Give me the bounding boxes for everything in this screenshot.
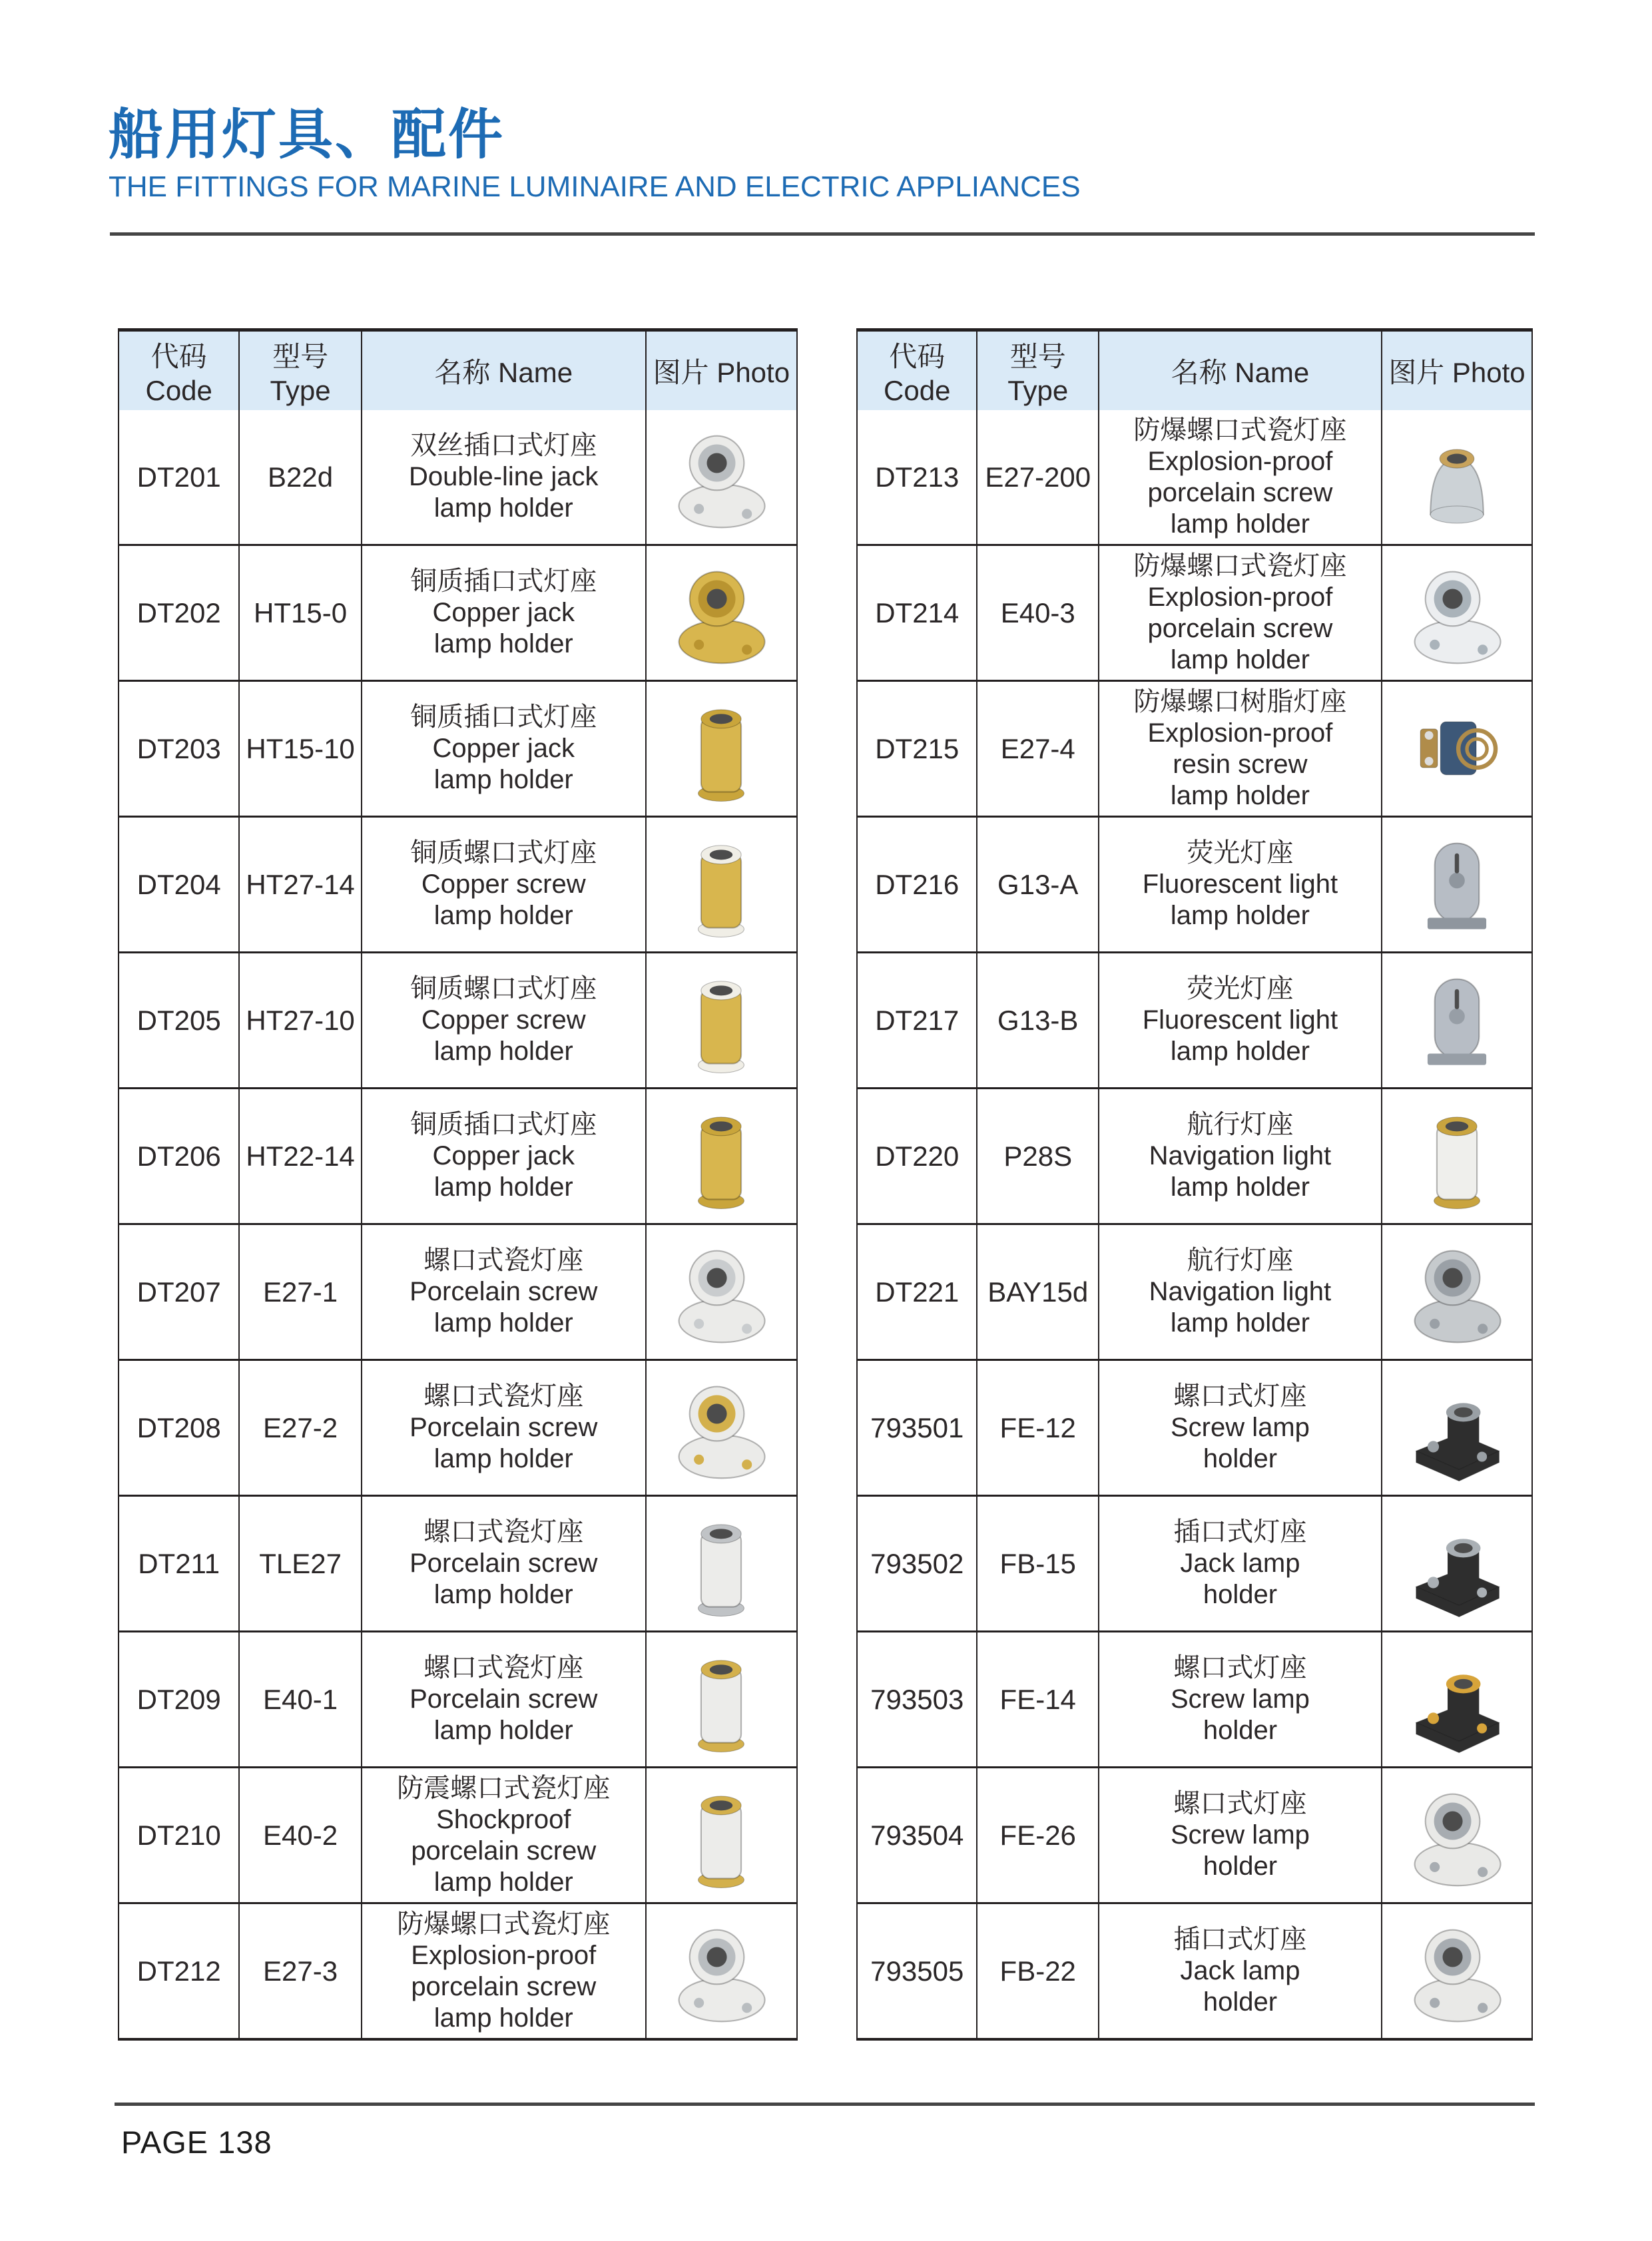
page-header (109, 107, 1081, 202)
table-header-row (119, 330, 797, 411)
product-photo (667, 556, 775, 670)
catalog-row (857, 545, 1532, 681)
code-cell: DT206 (119, 1089, 239, 1224)
name-chinese: 铜质螺口式灯座 (410, 974, 597, 1003)
name-english-line: lamp holder (1170, 1308, 1310, 1338)
photo-cell (1382, 1903, 1532, 2040)
code-cell: DT213 (857, 410, 977, 545)
name-english-line: Explosion-proof (1147, 582, 1333, 612)
code-cell: DT216 (857, 817, 977, 953)
column-header-photo: 图片 Photo (1382, 330, 1532, 411)
name-english-line: Copper jack (432, 598, 575, 627)
name-english-line: lamp holder (433, 2003, 573, 2033)
name-english-line: Copper jack (432, 734, 575, 763)
name-chinese: 螺口式灯座 (1173, 1789, 1307, 1818)
name-english-line: holder (1203, 1580, 1278, 1609)
name-english-line: lamp holder (433, 1172, 573, 1202)
type-cell: G13-B (977, 953, 1099, 1089)
photo-cell (1382, 1632, 1532, 1768)
catalog-row (857, 410, 1532, 545)
name-cell (362, 681, 646, 817)
name-english-line: Shockproof (436, 1804, 571, 1834)
column-header-type: 型号 Type (977, 330, 1099, 411)
name-cell (362, 1360, 646, 1496)
photo-cell (646, 1632, 797, 1768)
photo-cell (1382, 1768, 1532, 1903)
name-english-line: lamp holder (433, 901, 573, 930)
code-cell: DT217 (857, 953, 977, 1089)
name-english-line: Explosion-proof (1147, 718, 1333, 748)
type-cell: TLE27 (239, 1496, 361, 1632)
type-cell: HT27-14 (239, 817, 361, 953)
code-cell: 793503 (857, 1632, 977, 1768)
name-cell (1099, 953, 1382, 1089)
name-english-line: Screw lamp (1170, 1820, 1310, 1850)
name-english-line: lamp holder (433, 1308, 573, 1338)
photo-cell (646, 1496, 797, 1632)
catalog-row (857, 1360, 1532, 1496)
photo-cell (646, 1903, 797, 2040)
column-header-name: 名称 Name (1099, 330, 1382, 411)
name-cell (362, 545, 646, 681)
code-cell: DT208 (119, 1360, 239, 1496)
photo-cell (646, 953, 797, 1089)
table-header-row (857, 330, 1532, 411)
type-cell: FB-22 (977, 1903, 1099, 2040)
photo-cell (646, 681, 797, 817)
name-english-line: Porcelain screw (410, 1549, 598, 1578)
name-cell (362, 817, 646, 953)
name-chinese: 螺口式瓷灯座 (423, 1246, 584, 1275)
catalog-row (857, 1224, 1532, 1360)
name-english-line: Double-line jack (408, 462, 599, 491)
name-english-line: Copper jack (432, 1141, 575, 1170)
code-cell: DT203 (119, 681, 239, 817)
catalog-row (119, 410, 797, 545)
product-photo (667, 1642, 775, 1757)
photo-cell (646, 1360, 797, 1496)
product-photo (667, 1507, 775, 1621)
photo-cell (1382, 410, 1532, 545)
catalog-row (119, 681, 797, 817)
product-photo (1403, 1507, 1511, 1621)
catalog-row (119, 1496, 797, 1632)
product-table (118, 328, 798, 2041)
photo-cell (1382, 1496, 1532, 1632)
catalog-row (857, 817, 1532, 953)
code-cell: DT207 (119, 1224, 239, 1360)
photo-cell (646, 1089, 797, 1224)
code-cell: DT221 (857, 1224, 977, 1360)
photo-cell (1382, 545, 1532, 681)
name-english-line: porcelain screw (1147, 477, 1333, 507)
code-cell: DT209 (119, 1632, 239, 1768)
product-photo (667, 1371, 775, 1485)
name-cell (1099, 1496, 1382, 1632)
name-chinese: 铜质插口式灯座 (410, 702, 597, 732)
name-english-line: lamp holder (1170, 1037, 1310, 1066)
name-chinese: 航行灯座 (1187, 1246, 1294, 1275)
name-cell (1099, 1903, 1382, 2040)
name-cell (362, 410, 646, 545)
name-chinese: 防爆螺口树脂灯座 (1133, 686, 1347, 716)
photo-cell (1382, 1089, 1532, 1224)
name-english-line: holder (1203, 1444, 1278, 1473)
type-cell: G13-A (977, 817, 1099, 953)
catalog-row (857, 953, 1532, 1089)
type-cell: HT15-10 (239, 681, 361, 817)
code-cell: DT214 (857, 545, 977, 681)
type-cell: HT27-10 (239, 953, 361, 1089)
photo-cell (646, 410, 797, 545)
name-chinese: 螺口式瓷灯座 (423, 1381, 584, 1411)
product-photo (1403, 692, 1511, 806)
column-header-photo: 图片 Photo (646, 330, 797, 411)
code-cell: DT211 (119, 1496, 239, 1632)
column-header-name: 名称 Name (362, 330, 646, 411)
name-cell (1099, 545, 1382, 681)
catalog-row (857, 1632, 1532, 1768)
photo-cell (1382, 953, 1532, 1089)
catalog-table-left (118, 328, 798, 2041)
name-english-line: holder (1203, 1716, 1278, 1745)
name-english-line: lamp holder (433, 1867, 573, 1897)
page-title-english: THE FITTINGS FOR MARINE LUMINAIRE AND ELECTRIC APPLIANCES (109, 170, 1081, 204)
product-photo (667, 1235, 775, 1350)
name-english-line: lamp holder (433, 1580, 573, 1609)
name-chinese: 航行灯座 (1187, 1110, 1294, 1139)
name-english-line: Explosion-proof (1147, 446, 1333, 476)
product-photo (1403, 1778, 1511, 1893)
catalog-row (119, 1903, 797, 2040)
column-header-code: 代码 Code (857, 330, 977, 411)
name-cell (362, 1089, 646, 1224)
name-chinese: 螺口式灯座 (1173, 1381, 1307, 1411)
name-cell (362, 1224, 646, 1360)
name-chinese: 双丝插口式灯座 (410, 431, 597, 460)
name-chinese: 螺口式瓷灯座 (423, 1653, 584, 1682)
name-english-line: lamp holder (433, 765, 573, 794)
name-cell (362, 1496, 646, 1632)
catalog-row (119, 1089, 797, 1224)
type-cell: E40-1 (239, 1632, 361, 1768)
code-cell: 793502 (857, 1496, 977, 1632)
type-cell: HT15-0 (239, 545, 361, 681)
name-chinese: 防爆螺口式瓷灯座 (1133, 415, 1347, 445)
name-english-line: Porcelain screw (410, 1277, 598, 1306)
product-photo (667, 1778, 775, 1893)
name-chinese: 荧光灯座 (1187, 974, 1294, 1003)
catalog-row (119, 545, 797, 681)
code-cell: DT220 (857, 1089, 977, 1224)
name-chinese: 防爆螺口式瓷灯座 (1133, 551, 1347, 581)
name-english-line: holder (1203, 1987, 1278, 2017)
product-photo (667, 420, 775, 535)
page-title-chinese: 船用灯具、配件 (109, 105, 505, 165)
catalog-row (119, 1632, 797, 1768)
catalog-row (119, 817, 797, 953)
name-english-line: lamp holder (1170, 780, 1310, 810)
name-chinese: 插口式灯座 (1173, 1925, 1307, 1954)
name-english-line: lamp holder (1170, 901, 1310, 930)
name-cell (1099, 1360, 1382, 1496)
code-cell: DT202 (119, 545, 239, 681)
name-english-line: Fluorescent light (1142, 870, 1338, 899)
name-cell (1099, 817, 1382, 953)
name-english-line: Jack lamp (1180, 1549, 1300, 1578)
name-english-line: lamp holder (1170, 1172, 1310, 1202)
code-cell: DT201 (119, 410, 239, 545)
photo-cell (646, 817, 797, 953)
name-cell (1099, 1224, 1382, 1360)
name-chinese: 螺口式瓷灯座 (423, 1517, 584, 1547)
name-english-line: lamp holder (433, 1037, 573, 1066)
column-header-code: 代码 Code (119, 330, 239, 411)
type-cell: FE-12 (977, 1360, 1099, 1496)
type-cell: FE-14 (977, 1632, 1099, 1768)
name-cell (362, 1903, 646, 2040)
code-cell: DT215 (857, 681, 977, 817)
name-chinese: 插口式灯座 (1173, 1517, 1307, 1547)
code-cell: 793504 (857, 1768, 977, 1903)
catalog-row (119, 1360, 797, 1496)
type-cell: BAY15d (977, 1224, 1099, 1360)
column-header-type: 型号 Type (239, 330, 361, 411)
header-divider (110, 232, 1535, 236)
type-cell: E27-2 (239, 1360, 361, 1496)
catalog-row (857, 1768, 1532, 1903)
type-cell: E40-2 (239, 1768, 361, 1903)
product-photo (667, 1914, 775, 2029)
type-cell: E27-4 (977, 681, 1099, 817)
code-cell: DT212 (119, 1903, 239, 2040)
photo-cell (646, 1768, 797, 1903)
product-photo (1403, 1371, 1511, 1485)
name-english-line: resin screw (1173, 749, 1308, 779)
name-english-line: Screw lamp (1170, 1684, 1310, 1714)
product-photo (1403, 963, 1511, 1078)
catalog-row (857, 1089, 1532, 1224)
catalog-row (857, 1496, 1532, 1632)
photo-cell (1382, 681, 1532, 817)
catalog-table-right (856, 328, 1533, 2041)
name-english-line: Porcelain screw (410, 1413, 598, 1442)
code-cell: DT205 (119, 953, 239, 1089)
product-photo (1403, 420, 1511, 535)
name-english-line: Navigation light (1149, 1277, 1332, 1306)
product-photo (667, 1099, 775, 1214)
name-chinese: 铜质插口式灯座 (410, 1110, 597, 1139)
name-english-line: holder (1203, 1852, 1278, 1881)
product-photo (667, 828, 775, 942)
catalog-row (857, 681, 1532, 817)
type-cell: HT22-14 (239, 1089, 361, 1224)
code-cell: 793501 (857, 1360, 977, 1496)
name-english-line: Copper screw (421, 870, 586, 899)
name-english-line: lamp holder (1170, 509, 1310, 539)
page-number: PAGE 138 (121, 2124, 272, 2160)
type-cell: FE-26 (977, 1768, 1099, 1903)
name-english-line: Copper screw (421, 1005, 586, 1035)
code-cell: DT204 (119, 817, 239, 953)
type-cell: E27-3 (239, 1903, 361, 2040)
name-english-line: lamp holder (433, 493, 573, 523)
name-chinese: 荧光灯座 (1187, 838, 1294, 868)
type-cell: E27-200 (977, 410, 1099, 545)
name-cell (1099, 681, 1382, 817)
name-chinese: 防爆螺口式瓷灯座 (397, 1909, 611, 1939)
name-english-line: lamp holder (433, 1716, 573, 1745)
photo-cell (1382, 817, 1532, 953)
type-cell: P28S (977, 1089, 1099, 1224)
name-english-line: porcelain screw (411, 1971, 597, 2001)
type-cell: B22d (239, 410, 361, 545)
type-cell: E40-3 (977, 545, 1099, 681)
name-english-line: lamp holder (433, 629, 573, 658)
product-photo (1403, 828, 1511, 942)
code-cell: 793505 (857, 1903, 977, 2040)
photo-cell (646, 1224, 797, 1360)
photo-cell (646, 545, 797, 681)
product-table (856, 328, 1533, 2041)
name-cell (1099, 1768, 1382, 1903)
product-photo (1403, 556, 1511, 670)
name-english-line: Navigation light (1149, 1141, 1332, 1170)
name-cell (1099, 1632, 1382, 1768)
name-cell (1099, 1089, 1382, 1224)
product-photo (1403, 1642, 1511, 1757)
product-photo (1403, 1235, 1511, 1350)
product-photo (1403, 1914, 1511, 2029)
name-cell (362, 1632, 646, 1768)
product-photo (667, 692, 775, 806)
catalog-row (119, 1224, 797, 1360)
name-english-line: Explosion-proof (411, 1940, 597, 1970)
name-cell (362, 953, 646, 1089)
product-photo (667, 963, 775, 1078)
name-english-line: Porcelain screw (410, 1684, 598, 1714)
footer-divider (115, 2103, 1535, 2106)
name-english-line: porcelain screw (411, 1836, 597, 1866)
catalog-row (857, 1903, 1532, 2040)
photo-cell (1382, 1360, 1532, 1496)
name-chinese: 铜质插口式灯座 (410, 567, 597, 596)
name-english-line: lamp holder (433, 1444, 573, 1473)
code-cell: DT210 (119, 1768, 239, 1903)
name-chinese: 螺口式灯座 (1173, 1653, 1307, 1682)
name-english-line: Fluorescent light (1142, 1005, 1338, 1035)
name-english-line: lamp holder (1170, 644, 1310, 674)
type-cell: E27-1 (239, 1224, 361, 1360)
name-english-line: Screw lamp (1170, 1413, 1310, 1442)
type-cell: FB-15 (977, 1496, 1099, 1632)
product-photo (1403, 1099, 1511, 1214)
catalog-row (119, 1768, 797, 1903)
name-english-line: porcelain screw (1147, 613, 1333, 643)
catalog-row (119, 953, 797, 1089)
name-english-line: Jack lamp (1180, 1956, 1300, 1985)
name-chinese: 防震螺口式瓷灯座 (397, 1773, 611, 1803)
name-cell (362, 1768, 646, 1903)
name-cell (1099, 410, 1382, 545)
photo-cell (1382, 1224, 1532, 1360)
name-chinese: 铜质螺口式灯座 (410, 838, 597, 868)
